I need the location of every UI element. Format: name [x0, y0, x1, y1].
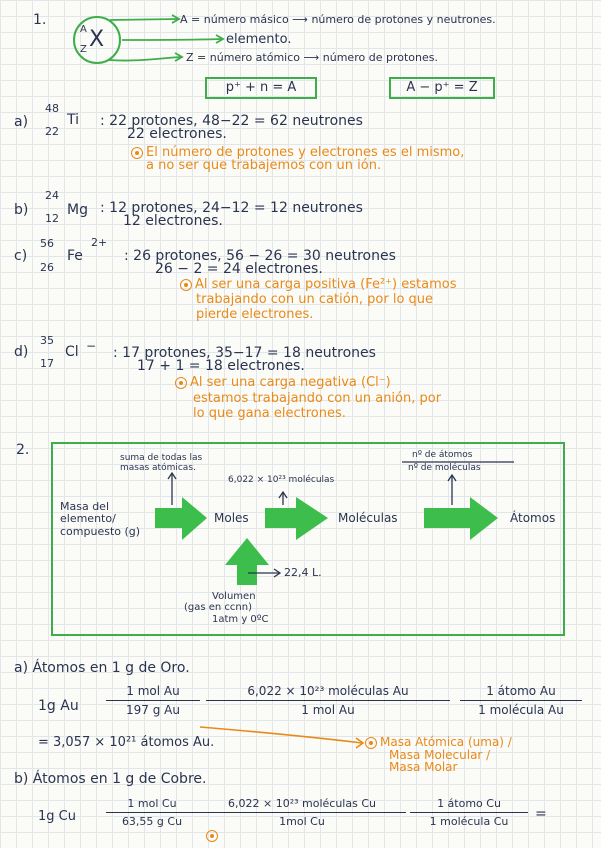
example-a-title: a) Átomos en 1 g de Oro. — [14, 660, 190, 676]
fraction-numerator: 6,022 × 10²³ moléculas Cu — [228, 797, 376, 810]
diagram-volumen-line2: (gas en ccnn) — [184, 602, 253, 613]
item-d-charge: − — [86, 339, 97, 353]
diagram-natoms-num: nº de átomos — [412, 450, 473, 460]
item-d-line2: 17 + 1 = 18 electrones. — [137, 358, 305, 374]
arrow-moles-moleculas — [265, 497, 328, 540]
item-a-note2: a no ser que trabajemos con un ión. — [146, 158, 382, 173]
formula-box-2: A − p⁺ = Z — [389, 77, 495, 99]
example-a-note1: Masa Atómica (uma) / — [365, 735, 512, 749]
item-a-symbol: Ti — [67, 112, 80, 128]
diagram-moleculas: Moléculas — [338, 511, 398, 525]
diagram-sum-line1: suma de todas las — [120, 453, 203, 463]
item-d-note1: Al ser una carga negativa (Cl⁻) — [175, 375, 391, 390]
item-d-label: d) — [14, 344, 29, 360]
item-a-mass: 48 — [45, 102, 59, 115]
atom-mass-letter: A — [80, 24, 87, 35]
definition-a: A = número másico ⟶ número de protones y neutrones. — [180, 13, 496, 26]
item-b-mass: 24 — [45, 189, 59, 202]
formula-box-1: p⁺ + n = A — [205, 77, 317, 99]
note-bullet-icon — [131, 147, 143, 159]
diagram-avogadro: 6,022 × 10²³ moléculas — [228, 475, 335, 485]
note-bullet-icon — [206, 830, 218, 842]
item-c-line1: : 26 protones, 56 − 26 = 30 neutrones — [124, 248, 396, 264]
item-b-atomic: 12 — [45, 212, 59, 225]
item-b-line2: 12 electrones. — [123, 213, 223, 229]
item-c-atomic: 26 — [40, 261, 54, 274]
definition-element: elemento. — [226, 32, 292, 47]
diagram-atomos: Átomos — [510, 511, 556, 525]
item-d-note2: estamos trabajando con un anión, por — [193, 391, 442, 406]
item-b-label: b) — [14, 202, 29, 218]
item-a-line1: : 22 protones, 48−22 = 62 neutrones — [100, 113, 363, 129]
note-bullet-icon — [175, 377, 187, 389]
example-b-factor1 — [106, 797, 198, 828]
fraction-denominator: 63,55 g Cu — [121, 815, 183, 828]
item-d-note3: lo que gana electrones. — [193, 406, 346, 421]
example-a-factor1 — [106, 684, 200, 717]
diagram-moles: Moles — [214, 511, 249, 525]
item-c-label: c) — [14, 248, 28, 264]
item-a-note1: El número de protones y electrones es el mismo, — [131, 145, 464, 160]
diagram-masa-line3: compuesto (g) — [60, 525, 141, 538]
example-a-factor3 — [460, 684, 582, 717]
item-c-symbol: Fe — [67, 248, 83, 264]
diagram-sum-line2: masas atómicas. — [120, 463, 196, 473]
item-a-line2: 22 electrones. — [127, 126, 227, 142]
example-a-start: 1g Au — [38, 698, 79, 714]
item-a-atomic: 22 — [45, 125, 59, 138]
arrow-masa-moles — [155, 497, 207, 540]
item-d-atomic: 17 — [40, 357, 54, 370]
fraction-numerator: 1 mol Au — [126, 684, 180, 698]
item-c-note1: Al ser una carga positiva (Fe²⁺) estamos — [180, 277, 456, 292]
arrow-volumen-moles — [225, 538, 269, 585]
item-b-symbol: Mg — [67, 202, 88, 218]
diagram-volumen-line3: 1atm y 0ºC — [212, 614, 269, 625]
fraction-numerator: 1 átomo Au — [486, 684, 556, 698]
note-bullet-icon — [180, 279, 192, 291]
definition-z: Z = número atómico ⟶ número de protones. — [186, 51, 438, 64]
item-a-label: a) — [14, 114, 29, 130]
section-number-1: 1. — [33, 12, 47, 28]
fraction-denominator: 1mol Cu — [279, 815, 325, 828]
atom-number-letter: Z — [80, 44, 87, 55]
section-number-2: 2. — [16, 442, 30, 458]
atom-element-letter: X — [89, 27, 105, 52]
diagram-volumen-line1: Volumen — [212, 591, 256, 602]
example-b-factor3 — [410, 797, 528, 828]
example-a-result: = 3,057 × 10²¹ átomos Au. — [38, 735, 215, 750]
fraction-denominator: 1 molécula Au — [478, 703, 564, 717]
fraction-denominator: 197 g Au — [126, 703, 180, 717]
item-c-note3: pierde electrones. — [196, 307, 314, 322]
arrow-moleculas-atomos — [424, 497, 498, 540]
diagram-masa-line1: Masa del — [60, 500, 110, 513]
example-a-note2: Masa Molecular / — [389, 748, 491, 762]
fraction-numerator: 1 átomo Cu — [437, 797, 501, 810]
diagram-masa-line2: elemento/ — [60, 512, 116, 525]
diagram-volume-value: 22,4 L. — [284, 566, 322, 579]
item-c-note2: trabajando con un catión, por lo que — [196, 292, 434, 307]
item-c-charge: 2+ — [91, 236, 108, 249]
example-b-equals: = — [535, 806, 547, 822]
fraction-numerator: 1 mol Cu — [127, 797, 177, 810]
note-bullet-icon — [365, 737, 377, 749]
item-d-symbol: Cl — [65, 344, 79, 360]
item-d-line1: : 17 protones, 35−17 = 18 neutrones — [113, 345, 376, 361]
item-d-mass: 35 — [40, 334, 54, 347]
example-b-start: 1g Cu — [38, 809, 76, 824]
fraction-numerator: 6,022 × 10²³ moléculas Au — [247, 684, 409, 698]
item-c-line2: 26 − 2 = 24 electrones. — [155, 261, 323, 277]
item-b-line1: : 12 protones, 24−12 = 12 neutrones — [100, 200, 363, 216]
example-a-note3: Masa Molar — [389, 760, 458, 774]
example-b-title: b) Átomos en 1 g de Cobre. — [14, 771, 207, 787]
example-a-factor2 — [206, 684, 450, 717]
item-c-mass: 56 — [40, 237, 54, 250]
fraction-denominator: 1 mol Au — [301, 703, 355, 717]
diagram-natoms-den: nº de moléculas — [408, 463, 481, 473]
fraction-denominator: 1 molécula Cu — [429, 815, 509, 828]
example-b-factor2 — [198, 797, 406, 828]
